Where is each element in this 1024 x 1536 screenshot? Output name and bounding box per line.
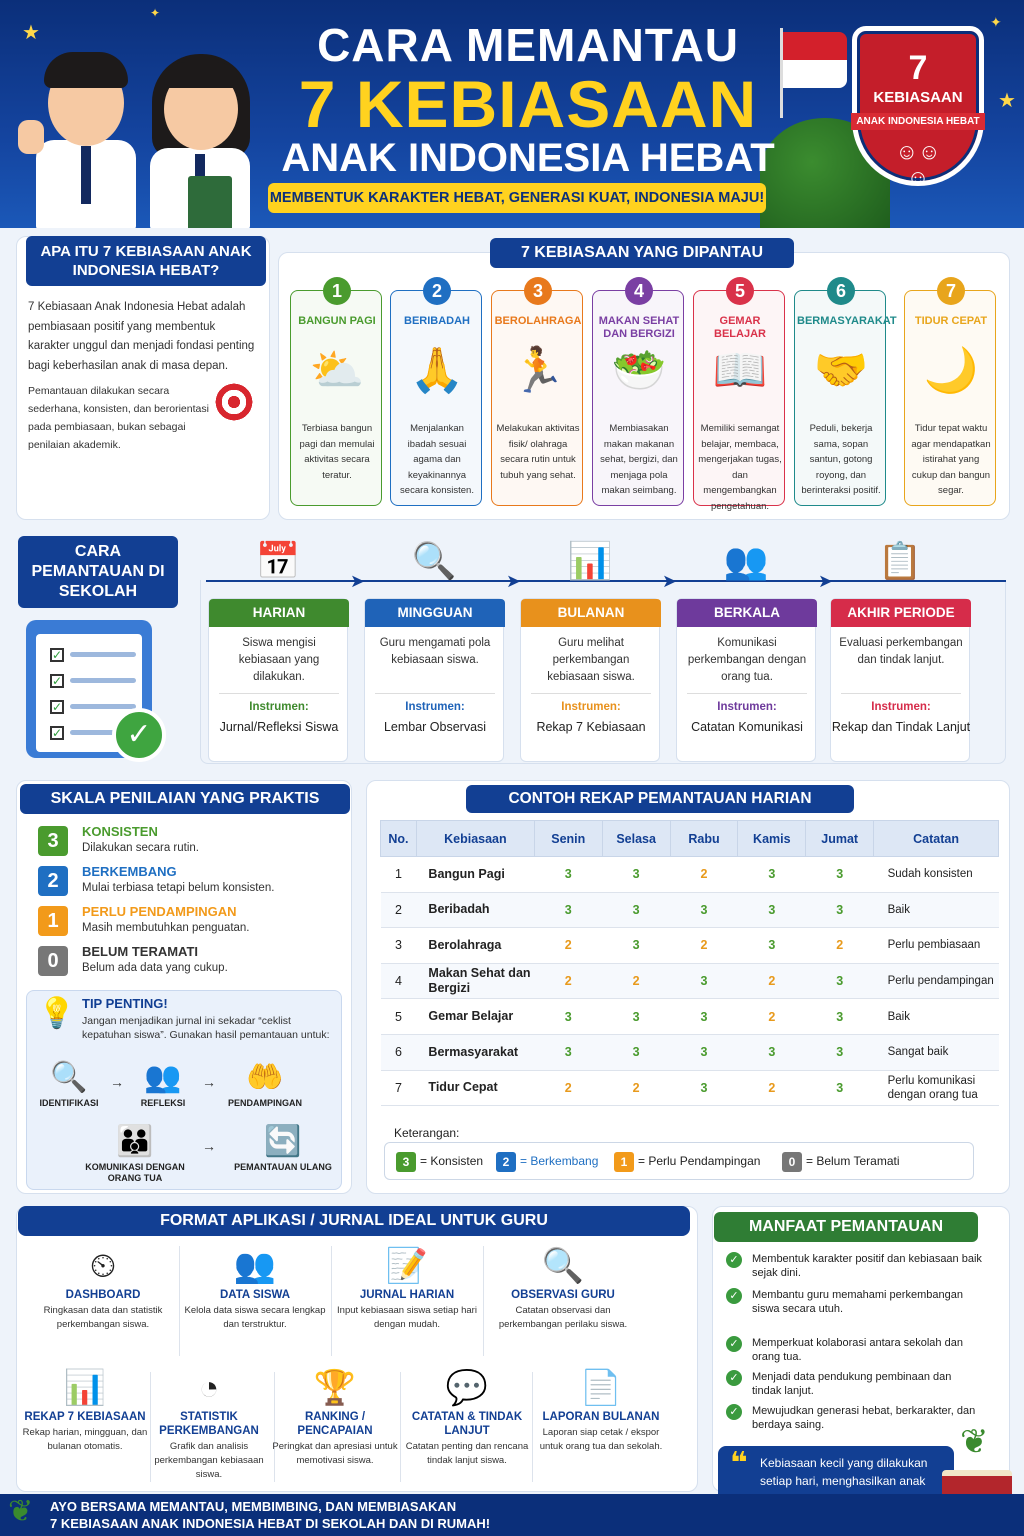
- stage-description: Guru melihat perkembangan kebiasaan siswa.: [547, 637, 635, 683]
- children-icon: ☺☺☺: [895, 139, 941, 190]
- table-row: [381, 999, 999, 1035]
- table-cell-kebiasaan: Gemar Belajar: [416, 999, 534, 1035]
- table-cell-catatan: Perlu komunikasi dengan orang tua: [874, 1070, 999, 1106]
- table-cell-score: 3: [602, 892, 670, 928]
- tip-title: TIP PENTING!: [82, 996, 168, 1011]
- stage-name: BERKALA: [677, 599, 817, 627]
- format-separator: [532, 1372, 533, 1482]
- table-cell-no: 3: [381, 928, 417, 964]
- table-cell-score: 3: [534, 892, 602, 928]
- open-book-icon: 📖: [712, 346, 768, 395]
- scale-item: [38, 942, 338, 982]
- format-item-description: Catatan observasi dan perkembangan perilaku siswa.: [498, 1305, 628, 1330]
- format-item-description: Grafik dan analisis perkembangan kebiasaan siswa.: [154, 1441, 264, 1480]
- format-item-name: JURNAL HARIAN: [359, 1289, 455, 1301]
- table-cell-score: 2: [670, 857, 738, 893]
- habit-name: GEMAR BELAJAR: [714, 315, 766, 340]
- keterangan-label: = Berkembang: [520, 1154, 599, 1169]
- habit-name: MAKAN SEHAT DAN BERGIZI: [598, 315, 680, 340]
- check-icon: ✓: [726, 1288, 742, 1304]
- stage-instrumen: Lembar Observasi: [383, 720, 487, 734]
- clipboard-checklist-icon: ✓ ✓ ✓ ✓: [26, 620, 152, 758]
- format-item-description: Ringkasan data dan statistik perkembangan siswa.: [43, 1305, 163, 1330]
- stage-card: [830, 598, 970, 762]
- table-cell-score: 2: [534, 1070, 602, 1106]
- table-cell-score: 3: [806, 999, 874, 1035]
- table-cell-score: 3: [534, 1034, 602, 1070]
- stage-instrumen: Catatan Komunikasi: [691, 720, 803, 734]
- scale-name: BERKEMBANG: [82, 864, 177, 879]
- table-column-header: Senin: [534, 821, 602, 857]
- table-cell-score: 2: [806, 928, 874, 964]
- table-cell-score: 3: [738, 928, 806, 964]
- format-title: FORMAT APLIKASI / JURNAL IDEAL UNTUK GURU: [18, 1206, 690, 1236]
- badge-shield: [852, 26, 984, 190]
- manfaat-text: Membentuk karakter positif dan kebiasaan baik sejak dini.: [752, 1253, 982, 1279]
- format-separator: [400, 1372, 401, 1482]
- gauge-icon: ⏲: [89, 1247, 117, 1285]
- scale-name: BELUM TERAMATI: [82, 944, 199, 959]
- format-item-name: DASHBOARD: [65, 1289, 141, 1301]
- scale-item: [38, 822, 338, 862]
- format-item: [538, 1366, 664, 1454]
- arrow-right-icon: ➤: [818, 571, 834, 591]
- running-boy-icon: 🏃: [510, 346, 566, 395]
- manfaat-text: Membantu guru memahami perkembangan siswa secara utuh.: [752, 1289, 963, 1315]
- badge-subtitle: ANAK INDONESIA HEBAT: [851, 113, 985, 130]
- refresh-icon: 🔄: [264, 1125, 302, 1158]
- checklist-pencil-icon: 📋: [877, 540, 923, 581]
- table-cell-score: 2: [602, 1070, 670, 1106]
- students-icon: 👥: [233, 1247, 277, 1285]
- check-icon: ✓: [726, 1336, 742, 1352]
- quote-mark-icon: ❝: [730, 1447, 748, 1480]
- table-cell-no: 2: [381, 892, 417, 928]
- report-icon: 📄: [579, 1369, 623, 1407]
- habit-name: BANGUN PAGI: [298, 315, 376, 327]
- format-item-name: CATATAN & TINDAK LANJUT: [411, 1411, 523, 1437]
- bar-chart-icon: 📊: [567, 540, 613, 581]
- scale-score-badge: 0: [38, 946, 68, 976]
- scale-item: [38, 902, 338, 942]
- table-cell-score: 3: [670, 892, 738, 928]
- keterangan-item: [614, 1152, 760, 1172]
- manfaat-item: [726, 1252, 996, 1288]
- keterangan-item: [496, 1152, 598, 1172]
- stage-instrumen-label: Instrumen:: [405, 701, 465, 713]
- format-item-description: Laporan siap cetak / ekspor untuk orang tua dan sekolah.: [539, 1427, 663, 1452]
- manfaat-item: [726, 1404, 996, 1440]
- habit-description: Melakukan aktivitas fisik/ olahraga secara rutin untuk tubuh yang sehat.: [496, 423, 580, 481]
- stage-divider: [687, 693, 807, 694]
- table-cell-no: 5: [381, 999, 417, 1035]
- footer-text: [50, 1498, 690, 1532]
- moon-stars-icon: 🌙: [923, 346, 979, 395]
- tip-item-label: PENDAMPINGAN: [227, 1098, 302, 1108]
- arrow-right-icon: ➤: [662, 571, 678, 591]
- tip-item-label: REFLEKSI: [140, 1098, 186, 1108]
- habit-description: Membiasakan makan makanan sehat, bergizi, dan menjaga pola makan seimbang.: [600, 423, 678, 496]
- habit-name: TIDUR CEPAT: [914, 315, 988, 327]
- format-item: [488, 1244, 638, 1332]
- habit-number-badge: 3: [524, 277, 552, 305]
- student-boy-illustration: [18, 40, 148, 228]
- table-cell-score: 2: [602, 963, 670, 999]
- format-item-name: REKAP 7 KEBIASAAN: [24, 1411, 146, 1423]
- stage-description: Komunikasi perkembangan dengan orang tua.: [687, 637, 807, 683]
- table-cell-score: 3: [670, 963, 738, 999]
- badge-word: KEBIASAAN: [873, 89, 963, 106]
- format-item: [180, 1244, 330, 1332]
- keterangan-label: = Konsisten: [420, 1154, 484, 1169]
- table-cell-catatan: Sudah konsisten: [874, 857, 999, 893]
- stage-instrumen-label: Instrumen:: [249, 701, 309, 713]
- table-cell-score: 3: [602, 857, 670, 893]
- table-cell-score: 3: [806, 963, 874, 999]
- format-item: [28, 1244, 178, 1332]
- table-cell-score: 2: [738, 999, 806, 1035]
- sun-cloud-icon: ⛅: [309, 346, 365, 395]
- table-column-header: Kebiasaan: [416, 821, 534, 857]
- habit-description: Peduli, bekerja sama, sopan santun, gotong royong, dan berinteraksi positif.: [801, 423, 881, 496]
- stage-divider: [531, 693, 651, 694]
- table-cell-catatan: Sangat baik: [874, 1034, 999, 1070]
- tip-text: Jangan menjadikan jurnal ini sekadar “ceklist kepatuhan siswa”. Gunakan hasil pemantauan untuk:: [82, 1015, 330, 1041]
- habit-description: Memiliki semangat belajar, membaca, mengerjakan tugas, dan mengembangkan pengetahuan.: [698, 423, 782, 512]
- scale-description: Belum ada data yang cukup.: [82, 962, 228, 974]
- chat-bubble-icon: 💬: [445, 1369, 489, 1407]
- habit-number-badge: 4: [625, 277, 653, 305]
- table-row: [381, 1070, 999, 1106]
- keterangan-item: [782, 1152, 900, 1172]
- table-column-header: Selasa: [602, 821, 670, 857]
- tip-item: [210, 1060, 320, 1109]
- table-cell-kebiasaan: Berolahraga: [416, 928, 534, 964]
- lightbulb-icon: 💡: [38, 997, 76, 1030]
- stage-card: [520, 598, 660, 762]
- table-cell-score: 3: [738, 892, 806, 928]
- manfaat-item: [726, 1370, 996, 1406]
- scale-score-badge: 3: [38, 826, 68, 856]
- heart-hands-icon: 🤲: [246, 1061, 284, 1094]
- stage-instrumen: Rekap dan Tindak Lanjut: [831, 720, 971, 734]
- habit-number-badge: 2: [423, 277, 451, 305]
- healthy-food-icon: 🥗: [611, 346, 667, 395]
- format-item-description: Rekap harian, mingguan, dan bulanan otomatis.: [22, 1427, 148, 1452]
- stage-name: MINGGUAN: [365, 599, 505, 627]
- table-row: [381, 928, 999, 964]
- manfaat-item: [726, 1336, 996, 1372]
- manfaat-item: [726, 1288, 996, 1324]
- stage-description: Guru mengamati pola kebiasaan siswa.: [379, 637, 491, 666]
- stage-divider: [375, 693, 495, 694]
- arrow-right-icon: →: [202, 1074, 216, 1090]
- magnifier-icon: 🔍: [541, 1247, 585, 1285]
- star-icon: ★: [998, 90, 1016, 112]
- table-cell-no: 1: [381, 857, 417, 893]
- skala-title: SKALA PENILAIAN YANG PRAKTIS: [20, 784, 350, 814]
- table-cell-score: 3: [738, 857, 806, 893]
- habit-name: BERIBADAH: [404, 315, 470, 327]
- manfaat-title: MANFAAT PEMANTAUAN: [714, 1212, 978, 1242]
- pie-chart-icon: ◔: [198, 1369, 220, 1407]
- habit-description: Terbiasa bangun pagi dan memulai aktivitas secara teratur.: [299, 423, 375, 481]
- tip-item-label: IDENTIFIKASI: [39, 1098, 99, 1108]
- table-row: [381, 963, 999, 999]
- tip-item: [80, 1124, 190, 1184]
- scale-name: KONSISTEN: [82, 824, 158, 839]
- table-cell-score: 3: [602, 1034, 670, 1070]
- check-icon: ✓: [726, 1370, 742, 1386]
- tagline: MEMBENTUK KARAKTER HEBAT, GENERASI KUAT, INDONESIA MAJU!: [268, 183, 766, 213]
- arrow-right-icon: ➤: [506, 571, 522, 591]
- table-cell-score: 3: [806, 892, 874, 928]
- format-item: [332, 1244, 482, 1332]
- table-column-header: No.: [381, 821, 417, 857]
- footer-line-1: AYO BERSAMA MEMANTAU, MEMBIMBING, DAN MEMBIASAKAN: [50, 1499, 457, 1514]
- habit-description: Menjalankan ibadah sesuai agama dan keyakinannya secara konsisten.: [400, 423, 474, 496]
- stage-name: HARIAN: [209, 599, 349, 627]
- stage-card: [676, 598, 816, 762]
- kebiasaan-title: 7 KEBIASAAN YANG DIPANTAU: [490, 238, 794, 268]
- trophy-icon: 🏆: [313, 1369, 357, 1407]
- scale-description: Mulai terbiasa tetapi belum konsisten.: [82, 882, 275, 894]
- apa-itu-paragraph-1: 7 Kebiasaan Anak Indonesia Hebat adalah pembiasaan positif yang membentuk karakter unggul dan menjadi fondasi penting bagi keberhasilan anak di masa depan.: [28, 301, 255, 372]
- bar-chart-icon: 📊: [63, 1369, 107, 1407]
- table-cell-score: 2: [534, 963, 602, 999]
- magnifier-icon: 🔍: [411, 540, 457, 581]
- scale-description: Masih membutuhkan penguatan.: [82, 922, 250, 934]
- manfaat-text: Mewujudkan generasi hebat, berkarakter, dan berdaya saing.: [752, 1405, 976, 1431]
- table-cell-no: 7: [381, 1070, 417, 1106]
- format-item-description: Kelola data siswa secara lengkap dan terstruktur.: [184, 1305, 326, 1330]
- table-cell-score: 3: [670, 1034, 738, 1070]
- habit-name: BEROLAHRAGA: [494, 315, 582, 327]
- tip-item-label: KOMUNIKASI DENGAN ORANG TUA: [85, 1162, 185, 1183]
- table-row: [381, 892, 999, 928]
- table-cell-score: 3: [534, 857, 602, 893]
- check-icon: ✓: [726, 1404, 742, 1420]
- apa-itu-paragraph-2: Pemantauan dilakukan secara sederhana, konsisten, dan berorientasi pada pembiasaan, bukan sebagai penilaian akademik.: [28, 385, 209, 451]
- table-cell-catatan: Perlu pendampingan: [874, 963, 999, 999]
- praying-hands-icon: 🙏: [409, 346, 465, 395]
- habit-description: Tidur tepat waktu agar mendapatkan istirahat yang cukup dan bangun segar.: [911, 423, 991, 496]
- habit-card: [693, 281, 785, 512]
- group-chat-icon: 👥: [144, 1061, 182, 1094]
- format-item: [272, 1366, 398, 1468]
- check-icon: ✓: [112, 708, 166, 762]
- rekap-table: [380, 820, 999, 1106]
- rekap-title: CONTOH REKAP PEMANTAUAN HARIAN: [466, 785, 854, 813]
- habit-card: [794, 281, 897, 506]
- stage-card: [208, 598, 348, 762]
- keterangan-score-badge: 0: [782, 1152, 802, 1172]
- footer-line-2: 7 KEBIASAAN ANAK INDONESIA HEBAT DI SEKOLAH DAN DI RUMAH!: [50, 1516, 491, 1531]
- table-header-row: [381, 821, 999, 857]
- tip-item-label: PEMANTAUAN ULANG: [234, 1162, 332, 1172]
- title-line-3: ANAK INDONESIA HEBAT: [281, 136, 775, 180]
- calendar-icon: 📅: [255, 540, 301, 581]
- star-icon: ✦: [150, 6, 161, 20]
- table-cell-score: 3: [738, 1034, 806, 1070]
- keterangan-item: [396, 1152, 483, 1172]
- table-row: [381, 1034, 999, 1070]
- stage-divider: [219, 693, 339, 694]
- manfaat-text: Memperkuat kolaborasi antara sekolah dan orang tua.: [752, 1337, 963, 1363]
- habit-card: [290, 281, 382, 506]
- scale-score-badge: 2: [38, 866, 68, 896]
- table-cell-score: 3: [602, 928, 670, 964]
- stage-instrumen-label: Instrumen:: [871, 701, 931, 713]
- table-column-header: Kamis: [738, 821, 806, 857]
- table-cell-no: 4: [381, 963, 417, 999]
- scale-item: [38, 862, 338, 902]
- table-cell-score: 3: [670, 1070, 738, 1106]
- scale-description: Dilakukan secara rutin.: [82, 842, 199, 854]
- format-item-description: Catatan penting dan rencana tindak lanjut siswa.: [405, 1441, 529, 1466]
- parents-icon: 👪: [116, 1125, 154, 1158]
- stage-instrumen-label: Instrumen:: [717, 701, 777, 713]
- keterangan-score-badge: 3: [396, 1152, 416, 1172]
- table-cell-kebiasaan: Beribadah: [416, 892, 534, 928]
- tip-item: [228, 1124, 338, 1173]
- plant-icon: ❦: [8, 1495, 34, 1528]
- keterangan-score-badge: 1: [614, 1152, 634, 1172]
- habit-card: [592, 281, 684, 506]
- table-cell-score: 2: [738, 1070, 806, 1106]
- habit-number-badge: 7: [937, 277, 965, 305]
- table-cell-score: 3: [806, 1034, 874, 1070]
- table-row: [381, 857, 999, 893]
- habit-number-badge: 1: [323, 277, 351, 305]
- plant-icon: ❦: [960, 1423, 989, 1461]
- table-cell-score: 3: [670, 999, 738, 1035]
- table-cell-score: 3: [806, 857, 874, 893]
- table-cell-kebiasaan: Bermasyarakat: [416, 1034, 534, 1070]
- scale-name: PERLU PENDAMPINGAN: [82, 904, 237, 919]
- format-item: [22, 1366, 148, 1454]
- table-cell-score: 2: [738, 963, 806, 999]
- stage-divider: [841, 693, 961, 694]
- star-icon: ★: [22, 22, 40, 44]
- format-item-name: RANKING / PENCAPAIAN: [297, 1411, 373, 1437]
- journal-pencil-icon: 📝: [385, 1247, 429, 1285]
- habit-card: [491, 281, 583, 506]
- format-item: [404, 1366, 530, 1468]
- quote-text: Kebiasaan kecil yang dilakukan setiap hari, menghasilkan anak: [760, 1456, 928, 1488]
- arrow-right-icon: ➤: [350, 571, 366, 591]
- table-body: [381, 857, 999, 1106]
- table-cell-no: 6: [381, 1034, 417, 1070]
- stage-instrumen: Jurnal/Refleksi Siswa: [219, 720, 339, 734]
- habit-card: [904, 281, 996, 506]
- magnifier-icon: 🔍: [50, 1061, 88, 1094]
- table-cell-kebiasaan: Tidur Cepat: [416, 1070, 534, 1106]
- stage-instrumen-label: Instrumen:: [561, 701, 621, 713]
- habit-name: BERMASYARAKAT: [797, 315, 897, 327]
- title-line-2: 7 KEBIASAAN: [298, 67, 758, 141]
- format-item-name: DATA SISWA: [219, 1289, 291, 1301]
- table-cell-catatan: Baik: [874, 892, 999, 928]
- table-cell-score: 3: [534, 999, 602, 1035]
- table-cell-kebiasaan: Bangun Pagi: [416, 857, 534, 893]
- table-column-header: Jumat: [806, 821, 874, 857]
- table-cell-catatan: Perlu pembiasaan: [874, 928, 999, 964]
- table-cell-score: 3: [602, 999, 670, 1035]
- table-cell-score: 3: [806, 1070, 874, 1106]
- format-separator: [483, 1246, 484, 1356]
- discussion-icon: 👥: [723, 540, 769, 581]
- habit-number-badge: 5: [726, 277, 754, 305]
- stage-name: BULANAN: [521, 599, 661, 627]
- check-icon: ✓: [726, 1252, 742, 1268]
- habit-number-badge: 6: [827, 277, 855, 305]
- keterangan-label: = Belum Teramati: [806, 1154, 900, 1169]
- target-icon: [210, 378, 258, 426]
- table-cell-score: 2: [670, 928, 738, 964]
- keterangan-score-badge: 2: [496, 1152, 516, 1172]
- table-column-header: Catatan: [874, 821, 999, 857]
- arrow-right-icon: →: [110, 1074, 124, 1090]
- keterangan-label: Keterangan:: [394, 1126, 460, 1140]
- format-item-name: LAPORAN BULANAN: [542, 1411, 660, 1423]
- stage-name: AKHIR PERIODE: [831, 599, 971, 627]
- table-cell-score: 2: [534, 928, 602, 964]
- keterangan-label: = Perlu Pendampingan: [638, 1154, 761, 1169]
- table-cell-catatan: Baik: [874, 999, 999, 1035]
- apa-itu-title: APA ITU 7 KEBIASAAN ANAK INDONESIA HEBAT?: [26, 236, 266, 286]
- scale-score-badge: 1: [38, 906, 68, 936]
- table-cell-kebiasaan: Makan Sehat dan Bergizi: [416, 963, 534, 999]
- handshake-icon: 🤝: [813, 346, 869, 395]
- arrow-right-icon: →: [202, 1138, 216, 1154]
- title-line-1: CARA MEMANTAU: [317, 19, 739, 71]
- format-item-description: Peringkat dan apresiasi untuk memotivasi siswa.: [272, 1441, 398, 1466]
- badge-number: 7: [908, 49, 928, 87]
- star-icon: ✦: [990, 14, 1002, 30]
- stage-description: Siswa mengisi kebiasaan yang dilakukan.: [238, 637, 320, 683]
- cara-pemantauan-title: CARA PEMANTAUAN DI SEKOLAH: [18, 536, 178, 608]
- format-item-name: OBSERVASI GURU: [511, 1289, 615, 1301]
- stage-card: [364, 598, 504, 762]
- manfaat-text: Menjadi data pendukung pembinaan dan tindak lanjut.: [752, 1371, 952, 1397]
- habit-card: [390, 281, 482, 506]
- stage-description: Evaluasi perkembangan dan tindak lanjut.: [839, 637, 963, 666]
- format-item-description: Input kebiasaan siswa setiap hari dengan mudah.: [337, 1305, 477, 1330]
- stage-instrumen: Rekap 7 Kebiasaan: [536, 720, 646, 734]
- format-item-name: STATISTIK PERKEMBANGAN: [159, 1411, 259, 1437]
- table-column-header: Rabu: [670, 821, 738, 857]
- format-item: [146, 1366, 272, 1482]
